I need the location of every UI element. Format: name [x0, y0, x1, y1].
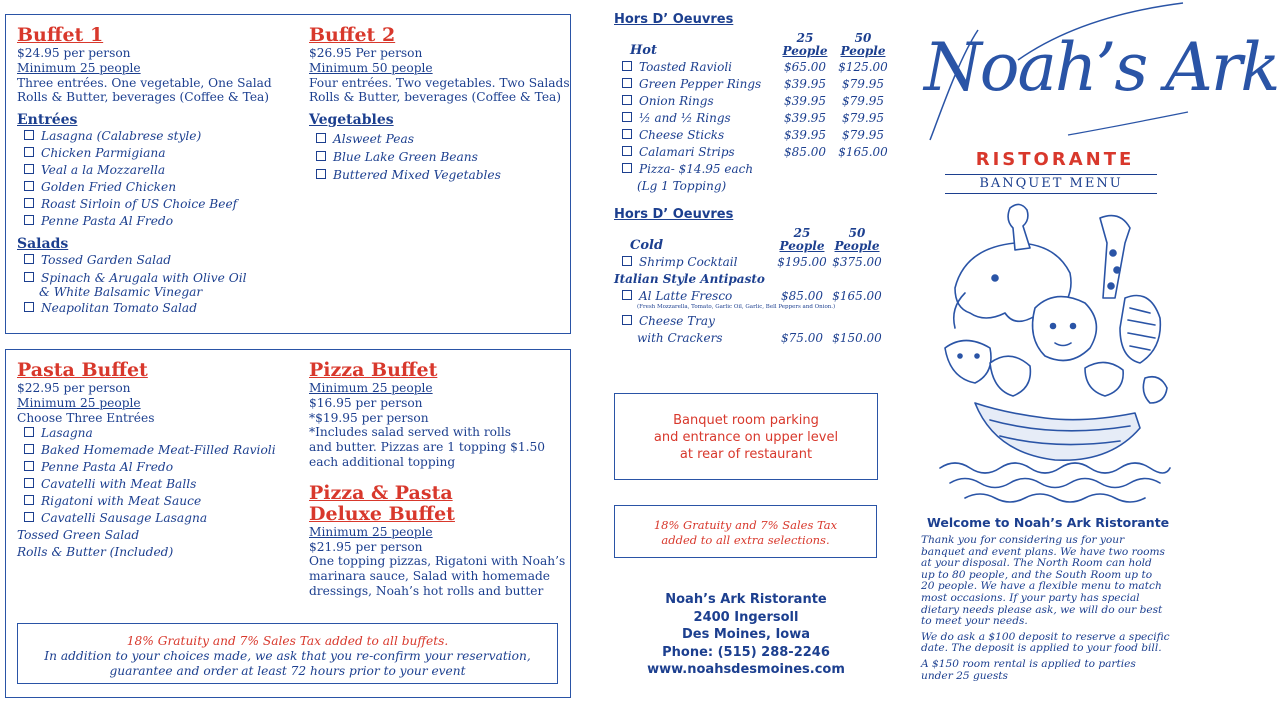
- table-row[interactable]: ½ and ½ Rings $39.95 $79.95: [614, 109, 892, 126]
- buffet2-price: $26.95 Per person: [309, 46, 423, 60]
- welcome-paragraph: A $150 room rental is applied to parties under 25 guests: [921, 657, 1136, 682]
- checkbox[interactable]: [622, 95, 632, 105]
- pasta-pizza-box: [5, 349, 571, 698]
- pizza-price2: *$19.95 per person: [309, 410, 429, 425]
- table-row[interactable]: Onion Rings $39.95 $79.95: [614, 92, 892, 109]
- vegetables-list: [309, 130, 570, 184]
- list-item[interactable]: Lasagna: [17, 425, 276, 442]
- col-50-header: 50 People: [840, 31, 886, 58]
- col-25-header: 25 People: [782, 31, 828, 58]
- deluxe-title: Deluxe Buffet: [309, 502, 455, 525]
- entrees-heading: Entrées: [17, 112, 78, 129]
- contact-name: Noah’s Ark Ristorante: [665, 592, 827, 607]
- contact-address: 2400 Ingersoll: [693, 609, 799, 625]
- checkbox[interactable]: [24, 164, 34, 174]
- checkbox[interactable]: [24, 461, 34, 471]
- checkbox[interactable]: [24, 130, 34, 140]
- checkbox[interactable]: [24, 254, 34, 264]
- pizza-note: and butter. Pizzas are 1 topping $1.50: [309, 440, 545, 455]
- buffet1-price: $24.95 per person: [17, 46, 131, 60]
- salads-heading: Salads: [17, 236, 69, 253]
- checkbox[interactable]: [316, 151, 326, 161]
- pasta-extra: Tossed Green Salad: [17, 528, 140, 543]
- checkbox[interactable]: [24, 215, 34, 225]
- gratuity-line: 18% Gratuity and 7% Sales Tax: [653, 518, 838, 532]
- vegetables-heading: Vegetables: [309, 112, 394, 129]
- list-item[interactable]: Rigatoni with Meat Sauce: [17, 493, 276, 510]
- buffet2-minimum: Minimum 50 people: [309, 60, 433, 75]
- list-item[interactable]: Chicken Parmigiana: [17, 145, 272, 162]
- checkbox[interactable]: [24, 444, 34, 454]
- table-row[interactable]: Calamari Strips $85.00 $165.00: [614, 143, 892, 160]
- pizza-note: each additional topping: [309, 454, 456, 469]
- checkbox[interactable]: [622, 129, 632, 139]
- banquet-menu-bar: [945, 174, 1157, 194]
- checkbox[interactable]: [24, 512, 34, 522]
- table-row: (Fresh Mozzarella, Tomato, Garlic Oil, Garlic, Bell Peppers and Onion.): [637, 304, 836, 310]
- pasta-choose: Choose Three Entrées: [17, 410, 155, 425]
- buffets-box: [5, 14, 571, 334]
- deluxe-desc: marinara sauce, Salad with homemade: [309, 569, 550, 584]
- pizza-price: $16.95 per person: [309, 395, 423, 410]
- pasta-extra: Rolls & Butter (Included): [17, 545, 174, 560]
- list-item[interactable]: Penne Pasta Al Fredo: [17, 459, 276, 476]
- pizza-buffet-title: Pizza Buffet: [309, 359, 438, 381]
- contact-website-link[interactable]: www.noahsdesmoines.com: [647, 662, 845, 677]
- deluxe-price: $21.95 per person: [309, 539, 423, 554]
- buffet-note-line: guarantee and order at least 72 hours prior to your event: [109, 664, 466, 678]
- checkbox[interactable]: [24, 495, 34, 505]
- checkbox[interactable]: [622, 315, 632, 325]
- pizza-buffet-section: [309, 360, 565, 599]
- table-row[interactable]: Cheese Sticks $39.95 $79.95: [614, 126, 892, 143]
- deluxe-minimum: Minimum 25 people: [309, 524, 433, 539]
- gratuity-box: [614, 505, 877, 558]
- checkbox[interactable]: [24, 302, 34, 312]
- parking-line: Banquet room parking: [673, 413, 819, 428]
- logo-text: Noah’s Ark: [924, 29, 1278, 106]
- pasta-price: $22.95 per person: [17, 381, 131, 395]
- gratuity-line: added to all extra selections.: [661, 533, 830, 547]
- list-item[interactable]: Alsweet Peas: [309, 130, 570, 148]
- list-item[interactable]: Blue Lake Green Beans: [309, 148, 570, 166]
- welcome-text: [921, 535, 1185, 682]
- table-row[interactable]: Pizza- $14.95 each: [614, 160, 892, 177]
- banquet-menu-title: BANQUET MENU: [979, 176, 1123, 191]
- checkbox[interactable]: [622, 78, 632, 88]
- cold-section: [614, 207, 886, 346]
- list-item[interactable]: Cavatelli with Meat Balls: [17, 476, 276, 493]
- col-50-header: 50 People: [834, 226, 880, 253]
- cold-heading: Hors D’ Oeuvres: [614, 207, 734, 222]
- checkbox[interactable]: [622, 61, 632, 71]
- hot-section: [614, 12, 892, 194]
- welcome-paragraph: We do ask a $100 deposit to reserve a specific date. The deposit is applied to your food bill.: [921, 630, 1170, 655]
- welcome-paragraph: Thank you for considering us for your banquet and event plans. We have two rooms at your disposal. The North Room can hold up to 80 people, and the South Room up to 20 people. We have a flexible menu to match most occasions. If your party has special dietary needs please ask, we will do our best to meet your needs.: [921, 534, 1165, 628]
- pasta-list: [17, 425, 276, 527]
- hot-heading: Hors D’ Oeuvres: [614, 12, 734, 27]
- checkbox[interactable]: [622, 146, 632, 156]
- parking-line: and entrance on upper level: [653, 430, 839, 445]
- welcome-title: Welcome to Noah’s Ark Ristorante: [927, 515, 1170, 530]
- buffet-note-line: 18% Gratuity and 7% Sales Tax added to all buffets.: [126, 634, 449, 648]
- buffet2-desc: Four entrées. Two vegetables. Two Salads: [309, 75, 570, 90]
- contact-block: [614, 591, 878, 679]
- checkbox[interactable]: [316, 133, 326, 143]
- checkbox[interactable]: [24, 181, 34, 191]
- parking-box: [614, 393, 878, 480]
- table-row: with Crackers $75.00 $150.00: [637, 330, 882, 345]
- buffet1-desc: Rolls & Butter, beverages (Coffee & Tea): [17, 90, 270, 105]
- entrees-list: [17, 128, 272, 230]
- checkbox[interactable]: [24, 147, 34, 157]
- buffet1-minimum: Minimum 25 people: [17, 60, 141, 75]
- list-item[interactable]: Buttered Mixed Vegetables: [309, 166, 570, 184]
- hot-subheading: Hot: [630, 43, 657, 58]
- checkbox[interactable]: [316, 169, 326, 179]
- table-row[interactable]: Al Latte Fresco $85.00 $165.00: [614, 287, 886, 304]
- cold-subheading: Cold: [630, 238, 664, 253]
- list-item[interactable]: Neapolitan Tomato Salad: [17, 299, 272, 317]
- parking-line: at rear of restaurant: [679, 447, 813, 462]
- table-row[interactable]: Cheese Tray: [614, 312, 886, 329]
- checkbox[interactable]: [24, 272, 34, 282]
- list-item[interactable]: Cavatelli Sausage Lasagna: [17, 510, 276, 527]
- checkbox[interactable]: [622, 256, 632, 266]
- deluxe-desc: One topping pizzas, Rigatoni with Noah’s: [309, 554, 566, 569]
- hot-table: [614, 32, 892, 194]
- pizza-note: *Includes salad served with rolls: [309, 425, 512, 440]
- checkbox[interactable]: [24, 198, 34, 208]
- checkbox[interactable]: [622, 163, 632, 173]
- list-item[interactable]: Baked Homemade Meat-Filled Ravioli: [17, 442, 276, 459]
- buffet2-section: [309, 25, 570, 184]
- list-item[interactable]: Spinach & Arugala with Olive Oil & White Balsamic Vinegar: [17, 269, 272, 299]
- pasta-buffet-title: Pasta Buffet: [17, 359, 148, 381]
- contact-phone[interactable]: Phone: (515) 288-2246: [662, 644, 830, 660]
- table-row: (Lg 1 Topping): [637, 178, 727, 193]
- list-item[interactable]: Golden Fried Chicken: [17, 179, 272, 196]
- checkbox[interactable]: [622, 290, 632, 300]
- noahs-ark-illustration: [935, 198, 1175, 506]
- buffet1-desc: Three entrées. One vegetable, One Salad: [17, 75, 272, 90]
- buffet-note-box: [17, 623, 558, 684]
- col-25-header: 25 People: [779, 226, 825, 253]
- table-row[interactable]: Green Pepper Rings $39.95 $79.95: [614, 75, 892, 92]
- pasta-buffet-section: [17, 360, 276, 561]
- checkbox[interactable]: [24, 478, 34, 488]
- salads-list: [17, 252, 272, 317]
- list-item[interactable]: Tossed Garden Salad: [17, 252, 272, 269]
- buffet-note-line: In addition to your choices made, we ask that you re-confirm your reservation,: [44, 649, 531, 663]
- pizza-minimum: Minimum 25 people: [309, 381, 433, 395]
- list-item[interactable]: Veal a la Mozzarella: [17, 162, 272, 179]
- buffet2-title: Buffet 2: [309, 24, 396, 46]
- checkbox[interactable]: [24, 427, 34, 437]
- buffet2-desc: Rolls & Butter, beverages (Coffee & Tea): [309, 90, 562, 105]
- deluxe-desc: dressings, Noah’s hot rolls and butter: [309, 583, 544, 598]
- ristorante-title: RISTORANTE: [975, 149, 1135, 170]
- table-row[interactable]: Toasted Ravioli $65.00 $125.00: [614, 58, 892, 75]
- table-row: Italian Style Antipasto: [614, 271, 765, 286]
- buffet1-title: Buffet 1: [17, 24, 104, 46]
- list-item[interactable]: Penne Pasta Al Fredo: [17, 213, 272, 230]
- checkbox[interactable]: [622, 112, 632, 122]
- list-item[interactable]: Lasagna (Calabrese style): [17, 128, 272, 145]
- list-item[interactable]: Roast Sirloin of US Choice Beef: [17, 196, 272, 213]
- table-row[interactable]: Shrimp Cocktail $195.00 $375.00: [614, 253, 886, 270]
- logo: [918, 0, 1278, 150]
- deluxe-title: Pizza & Pasta: [309, 481, 453, 504]
- pasta-minimum: Minimum 25 people: [17, 395, 141, 410]
- cold-table: [614, 227, 886, 346]
- contact-city: Des Moines, Iowa: [681, 627, 811, 642]
- buffet1-section: [17, 25, 272, 317]
